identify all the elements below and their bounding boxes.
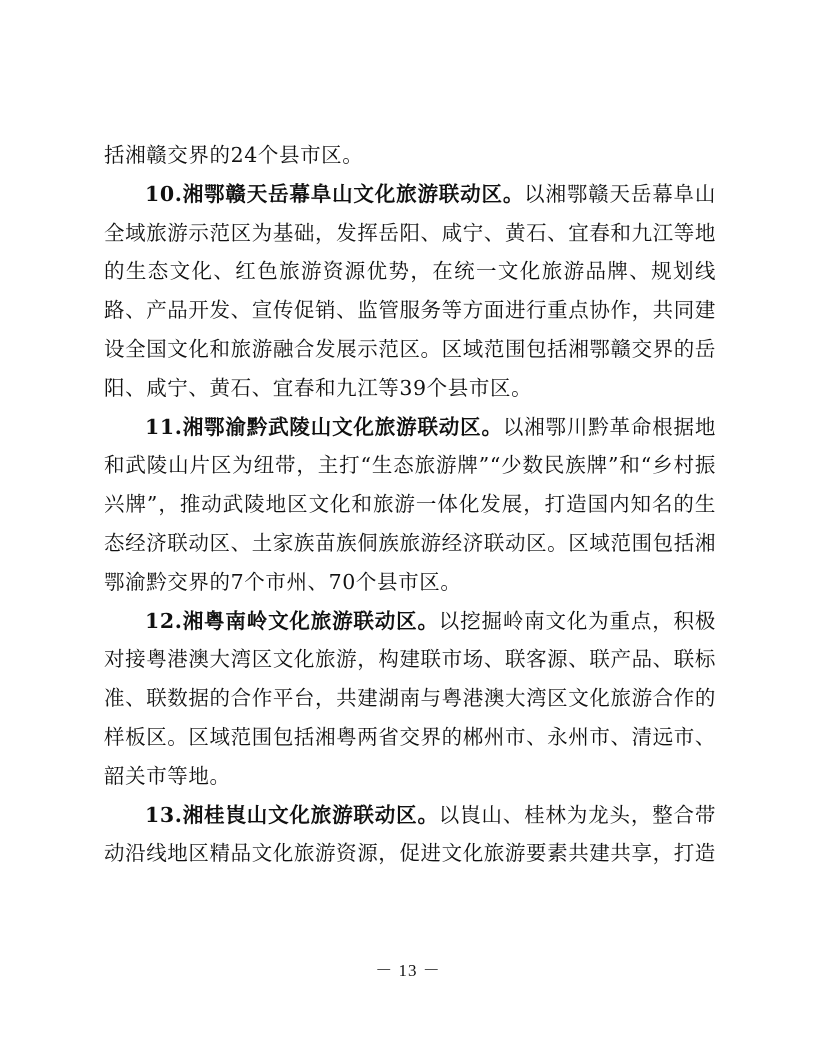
paragraph-zone-13 xyxy=(104,796,716,874)
paragraph-text: 以湘鄂川黔革命根据地和武陵山片区为纽带，主打“生态旅游牌”“少数民族牌”和“乡村振兴牌”，推动武陵地区文化和旅游一体化发展，打造国内知名的生态经济联动区、土家族苗族侗族旅游经济联动区。区域范围包括湘鄂渝黔交界的7个市州、70个县市区。 xyxy=(104,414,716,594)
body-text xyxy=(104,136,716,873)
paragraph-text: 以崀山、桂林为龙头，整合带动沿线地区精品文化旅游资源，促进文化旅游要素共建共享，打造 xyxy=(104,802,716,866)
section-heading-13: 13.湘桂崀山文化旅游联动区。 xyxy=(145,802,439,827)
section-heading-11: 11.湘鄂渝黔武陵山文化旅游联动区。 xyxy=(145,414,503,439)
section-heading-10: 10.湘鄂赣天岳幕阜山文化旅游联动区。 xyxy=(145,181,525,206)
page-number: － 13 － xyxy=(375,961,441,980)
section-heading-12: 12.湘粤南岭文化旅游联动区。 xyxy=(145,608,439,633)
paragraph-text: 括湘赣交界的24个县市区。 xyxy=(104,143,364,167)
paragraph-zone-12 xyxy=(104,602,716,796)
paragraph-text: 以湘鄂赣天岳幕阜山全域旅游示范区为基础，发挥岳阳、咸宁、黄石、宜春和九江等地的生态文化、红色旅游资源优势，在统一文化旅游品牌、规划线路、产品开发、宣传促销、监管服务等方面进行重点协作，共同建设全国文化和旅游融合发展示范区。区域范围包括湘鄂赣交界的岳阳、咸宁、黄石、宜春和九江等39个县市区。 xyxy=(104,181,716,400)
paragraph-text: 以挖掘岭南文化为重点，积极对接粤港澳大湾区文化旅游，构建联市场、联客源、联产品、联标准、联数据的合作平台，共建湖南与粤港澳大湾区文化旅游合作的样板区。区域范围包括湘粤两省交界的郴州市、永州市、清远市、韶关市等地。 xyxy=(104,608,716,788)
paragraph-zone-11 xyxy=(104,408,716,602)
paragraph-zone-10 xyxy=(104,175,716,408)
paragraph-continuation xyxy=(104,136,716,175)
